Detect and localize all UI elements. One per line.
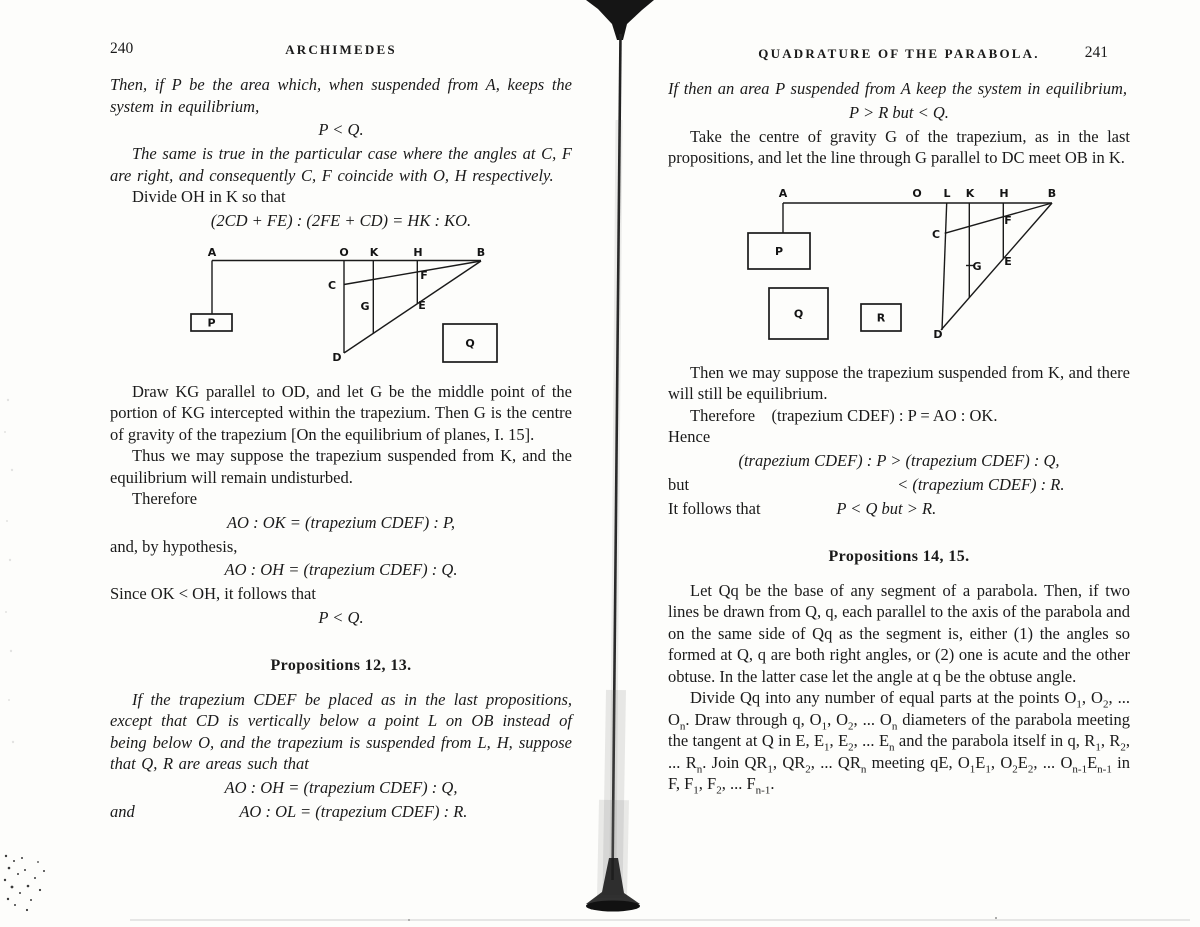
- diagram-label: D: [332, 350, 342, 364]
- equation-row: [668, 498, 1130, 520]
- left-running-head: [110, 42, 572, 62]
- left-page: [110, 42, 572, 825]
- lever-diagram: [180, 242, 510, 368]
- page-bottom-hairline: [130, 917, 1190, 921]
- diagram-label: G: [360, 299, 370, 313]
- paragraph: Divide OH in K so that: [132, 187, 286, 206]
- paragraph: Then we may suppose the trapezium suspended from K, and there will still be equilibrium.: [668, 362, 1130, 403]
- diagram-label: B: [476, 245, 486, 259]
- weight-box-label: Q: [465, 336, 475, 350]
- paragraph: Draw KG parallel to OD, and let G be the middle point of the portion of KG intercepted within the trapezium. Then G is the centre of gravity of the trapezium [On the equilibrium of planes, I. 15].: [110, 381, 572, 444]
- paragraph: Hence: [668, 427, 711, 446]
- paragraph: If then an area P suspended from A keep the system in equilibrium,: [668, 79, 1128, 98]
- equation-row-label: It follows that: [668, 498, 761, 518]
- right-running-title: QUADRATURE OF THE PARABOLA.: [758, 46, 1040, 61]
- weight-box-label: P: [774, 244, 784, 258]
- diagram-label: C: [327, 278, 337, 292]
- equation-row-formula: P < Q but > R.: [836, 498, 937, 518]
- diagram-label: E: [1004, 254, 1012, 268]
- diagram-label: L: [943, 186, 951, 200]
- left-running-title: ARCHIMEDES: [285, 42, 397, 57]
- diagram-label: O: [339, 245, 349, 259]
- diagram-label: K: [369, 245, 379, 259]
- diagram-line: [945, 203, 1052, 233]
- diagram-label: A: [207, 245, 217, 259]
- diagram-label: F: [420, 268, 428, 282]
- equation-row-label: and: [110, 801, 135, 821]
- scan-noise: [4, 399, 45, 911]
- diagram-label: C: [931, 227, 941, 241]
- equation: AO : OH = (trapezium CDEF) : Q,: [224, 777, 458, 797]
- lever-diagram: [740, 181, 1065, 347]
- paragraph: Divide Qq into any number of equal parts at the points $O_1$, $O_2$, ... $O_n$. Draw through q, $O_1$, $O_2$, ... $O_n$ diameters of the parabola meeting the tangent at Q in E, $E_1$, $E_2$, ... $E_n$ and the parabola itself in q, $R_1$, $R_2$, ... $R_n$. Join $QR_1$, $QR_2$, ... $QR_n$ meeting qE, $O_1E_1$, $O_2E_2$, ... $O_{n-1}E_{n-1}$ in F, $F_1$, $F_2$, ... $F_{n-1}$.: [668, 688, 1131, 797]
- paragraph: Then, if P be the area which, when suspended from A, keeps the system in equilibrium,: [110, 75, 572, 116]
- diagram-label: F: [1004, 213, 1012, 227]
- diagram-line: [941, 203, 1052, 330]
- diagram-label: A: [778, 186, 788, 200]
- diagram-label: B: [1047, 186, 1057, 200]
- equation: P < Q.: [318, 120, 364, 139]
- diagram-label: G: [972, 259, 982, 273]
- paragraph: and, by hypothesis,: [110, 536, 238, 556]
- paragraph: Thus we may suppose the trapezium suspended from K, and the equilibrium will remain undisturbed.: [110, 446, 572, 487]
- diagram-line: [942, 203, 947, 330]
- left-page-number: 240: [110, 40, 134, 57]
- equation-row: [110, 801, 572, 823]
- right-page: [668, 46, 1130, 795]
- paragraph: The same is true in the particular case where the angles at C, F are right, and consequently C, F coincide with O, H respectively.: [110, 144, 572, 185]
- equation: P > R but < Q.: [849, 102, 949, 122]
- diagram-label: E: [418, 298, 426, 312]
- diagram-label: H: [999, 186, 1009, 200]
- equation-row-formula: < (trapezium CDEF) : R.: [897, 474, 1065, 494]
- equation: (2CD + FE) : (2FE + CD) = HK : KO.: [210, 210, 472, 230]
- diagram-label: K: [965, 186, 975, 200]
- equation: AO : OH = (trapezium CDEF) : Q.: [224, 560, 458, 579]
- weight-box-label: Q: [793, 307, 804, 320]
- section-heading: Propositions 14, 15.: [828, 547, 970, 565]
- paragraph: Therefore (trapezium CDEF) : P = AO : OK.: [690, 405, 998, 425]
- paragraph: Since OK < OH, it follows that: [110, 584, 316, 603]
- section-heading: Propositions 12, 13.: [270, 656, 412, 674]
- paragraph: If the trapezium CDEF be placed as in the last propositions, except that CD is vertically below a point L on OB instead of being below O, and the trapezium is suspended from L, H, suppose that Q, R are areas such that: [110, 689, 572, 773]
- equation: AO : OK = (trapezium CDEF) : P,: [226, 512, 456, 532]
- weight-box-label: R: [876, 311, 886, 324]
- right-running-head: [668, 46, 1130, 66]
- paragraph: Let Qq be the base of any segment of a parabola. Then, if two lines be drawn from Q, q, each parallel to the axis of the parabola and on the same side of Qq as the segment is, either (1) the angles so formed at Q, q are both right angles, or (2) one is acute and the other obtuse. In the latter case let the angle at q be the obtuse angle.: [668, 580, 1130, 686]
- equation: P < Q.: [318, 607, 364, 627]
- diagram-label: D: [933, 327, 943, 341]
- diagram-label: H: [413, 245, 423, 259]
- right-page-body: [668, 78, 1130, 795]
- equation-row-formula: AO : OL = (trapezium CDEF) : R.: [239, 801, 468, 821]
- figure-fig1: [180, 242, 572, 373]
- figure-fig2: [740, 181, 1130, 352]
- equation-row-label: but: [668, 474, 690, 494]
- equation-row: [668, 474, 1130, 496]
- left-page-body: [110, 74, 572, 823]
- weight-box-label: P: [207, 316, 216, 329]
- diagram-label: O: [912, 186, 922, 200]
- book-gutter-shadow: [586, 0, 654, 912]
- paragraph: Therefore: [132, 489, 198, 508]
- equation: (trapezium CDEF) : P > (trapezium CDEF) : Q,: [738, 450, 1060, 470]
- diagram-line: [344, 261, 481, 285]
- paragraph: Take the centre of gravity G of the trapezium, as in the last propositions, and let the line through G parallel to DC meet OB in K.: [668, 126, 1130, 167]
- right-page-number: 241: [1084, 44, 1108, 61]
